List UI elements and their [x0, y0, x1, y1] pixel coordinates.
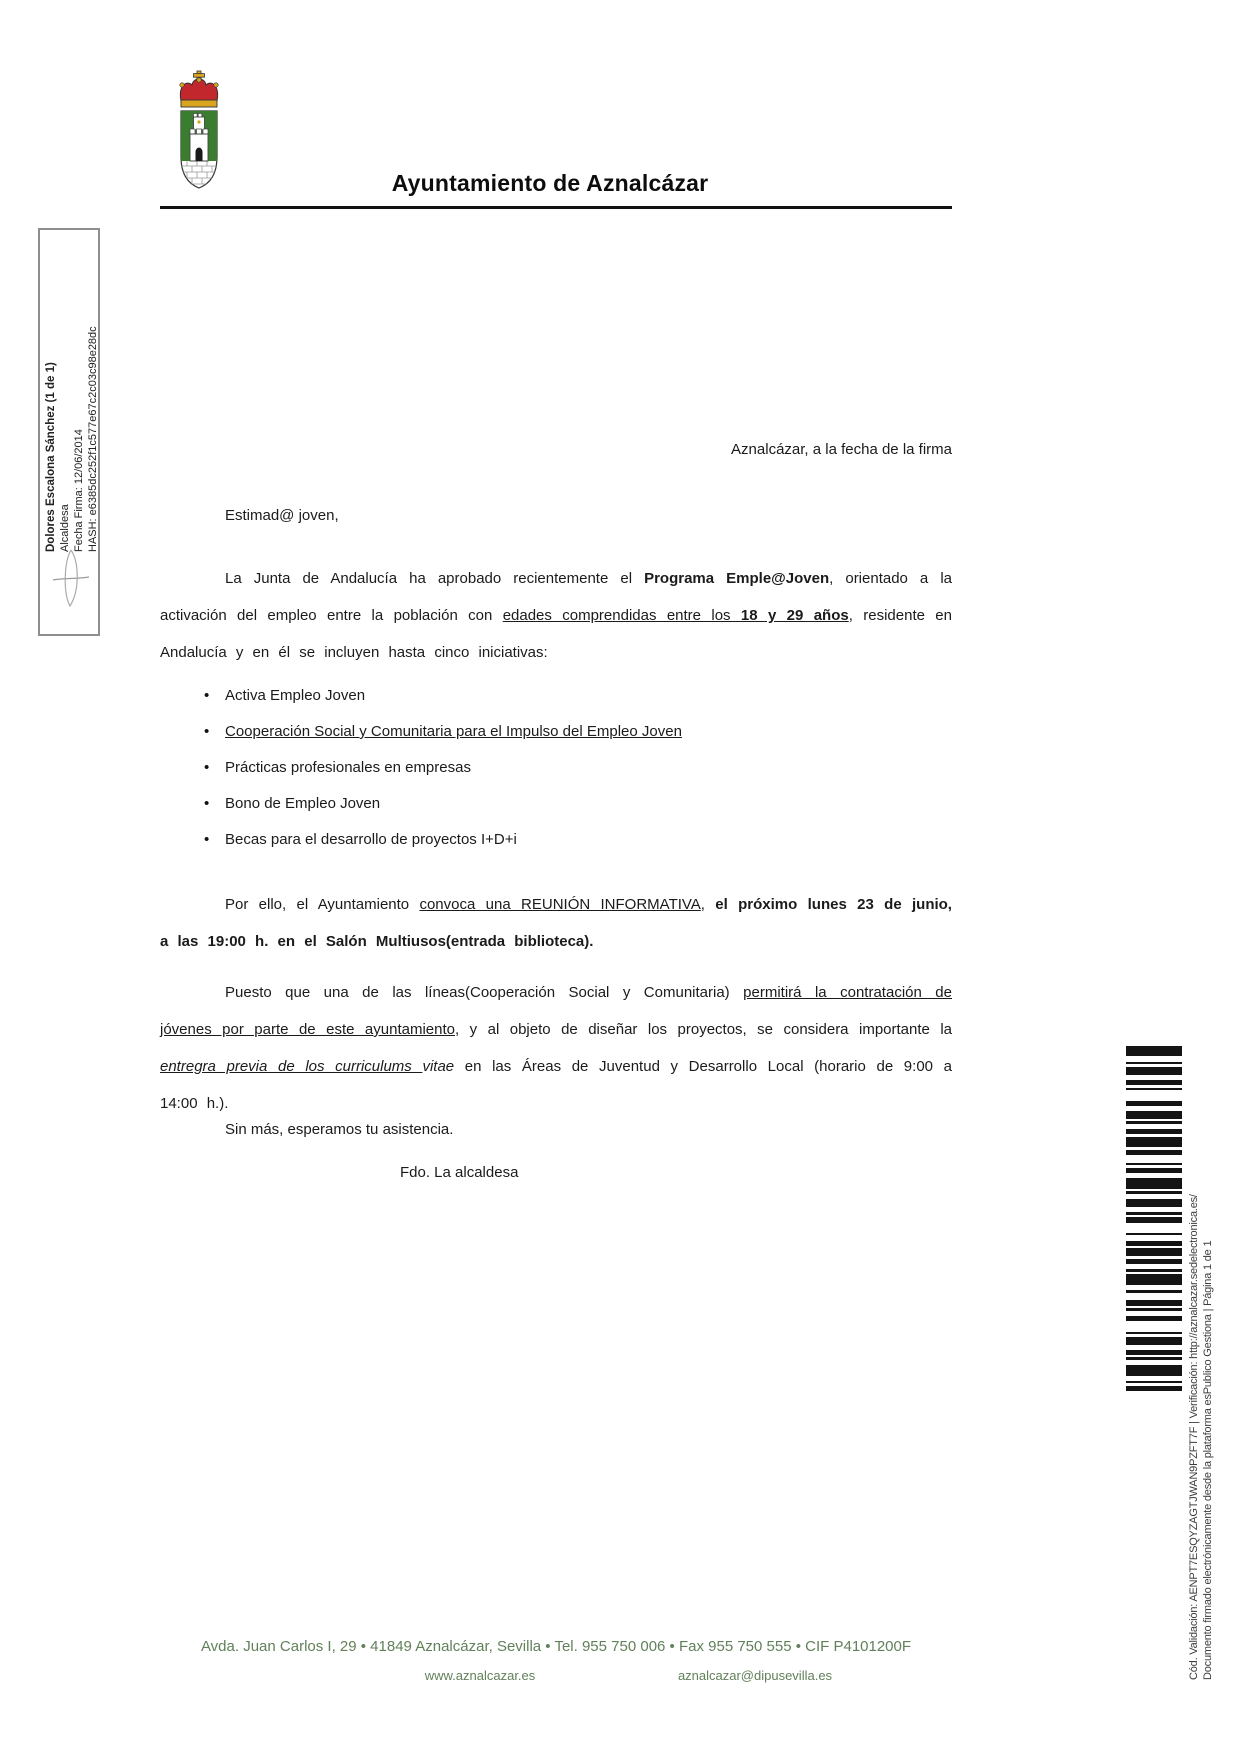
dateline: Aznalcázar, a la fecha de la firma: [731, 441, 952, 458]
closing-line: Sin más, esperamos tu asistencia.: [225, 1121, 454, 1138]
p1-ages-bold: 18 y 29 años: [740, 607, 849, 624]
barcode: [1126, 1046, 1182, 1428]
p2-text: ,: [700, 896, 716, 913]
bullet-label: Cooperación Social y Comunitaria para el Impulso del Empleo Joven: [225, 723, 682, 740]
p1-ages-underline: edades comprendidas entre los: [502, 607, 741, 624]
list-item: [160, 822, 952, 858]
p1-program-name: Programa Emple@Joven: [644, 570, 830, 587]
p1-text: , orientado a la activación del empleo entre la población con: [160, 570, 952, 624]
paragraph-meeting: [160, 886, 952, 960]
list-item: [160, 678, 952, 714]
paragraph-program: [160, 560, 952, 671]
bullet-label: Prácticas profesionales en empresas: [225, 759, 471, 776]
handwritten-signature-icon: [50, 546, 92, 612]
list-item: [160, 714, 952, 750]
bullet-label: Becas para el desarrollo de proyectos I+D+i: [225, 831, 517, 848]
signature-line: Fdo. La alcaldesa: [400, 1164, 519, 1181]
list-item: [160, 786, 952, 822]
title-divider: [160, 206, 952, 209]
bullet-label: Activa Empleo Joven: [225, 687, 366, 704]
p2-text: Por ello, el Ayuntamiento: [225, 896, 420, 913]
p3-cv-italic-underline: entregra previa de los curriculums: [160, 1058, 423, 1075]
footer-website: www.aznalcazar.es: [424, 1668, 536, 1683]
paragraph-cv: [160, 974, 952, 1122]
p1-text: , residente en Andalucía y en él se incluyen hasta cinco iniciativas:: [160, 607, 952, 661]
validation-code-line: Cód. Validación: AENPT7ESQYZAGTJWAN9PZFT7F | Verificación: http://aznalcazar.sedelectronica.es/: [1188, 1194, 1200, 1680]
p2-meeting-underline: convoca una REUNIÓN INFORMATIVA: [419, 896, 701, 913]
esigned-document-line: Documento firmado electrónicamente desde la plataforma esPublico Gestiona | Página 1 de 1: [1201, 1240, 1214, 1680]
signer-name: Dolores Escalona Sánchez (1 de 1): [45, 362, 57, 552]
signature-stamp-text: [44, 296, 100, 552]
footer-address: Avda. Juan Carlos I, 29 • 41849 Aznalcázar, Sevilla • Tel. 955 750 006 • Fax 955 750 555 • CIF P4101200F: [200, 1638, 912, 1655]
footer-email: aznalcazar@dipusevilla.es: [677, 1668, 833, 1683]
signature-hash: HASH: e6385dc252f1c577e67c2c03c98e28dc: [87, 326, 99, 552]
p2-meeting-details: el próximo lunes 23 de junio, a las 19:00 h. en el Salón Multiusos(entrada biblioteca).: [160, 896, 952, 950]
p3-text: en las Áreas de Juventud y Desarrollo Local (horario de 9:00 a 14:00 h.).: [160, 1058, 952, 1112]
page-title: Ayuntamiento de Aznalcázar: [391, 170, 709, 196]
p3-hiring-underline: permitirá la contratación de jóvenes por parte de este ayuntamiento: [160, 984, 952, 1038]
signature-date: Fecha Firma: 12/06/2014: [73, 429, 85, 552]
signer-role: Alcaldesa: [59, 504, 71, 552]
bullet-label: Bono de Empleo Joven: [225, 795, 381, 812]
verification-sidebar: [1188, 1100, 1216, 1680]
p3-text: Puesto que una de las líneas(Cooperación Social y Comunitaria): [225, 984, 744, 1001]
initiatives-list: [160, 678, 952, 858]
salutation: Estimad@ joven,: [225, 507, 339, 524]
list-item: [160, 750, 952, 786]
p1-text: La Junta de Andalucía ha aprobado recientemente el: [225, 570, 645, 587]
p3-text: , y al objeto de diseñar los proyectos, se considera importante la: [455, 1021, 952, 1038]
p3-vitae-italic: vitae: [422, 1058, 455, 1075]
